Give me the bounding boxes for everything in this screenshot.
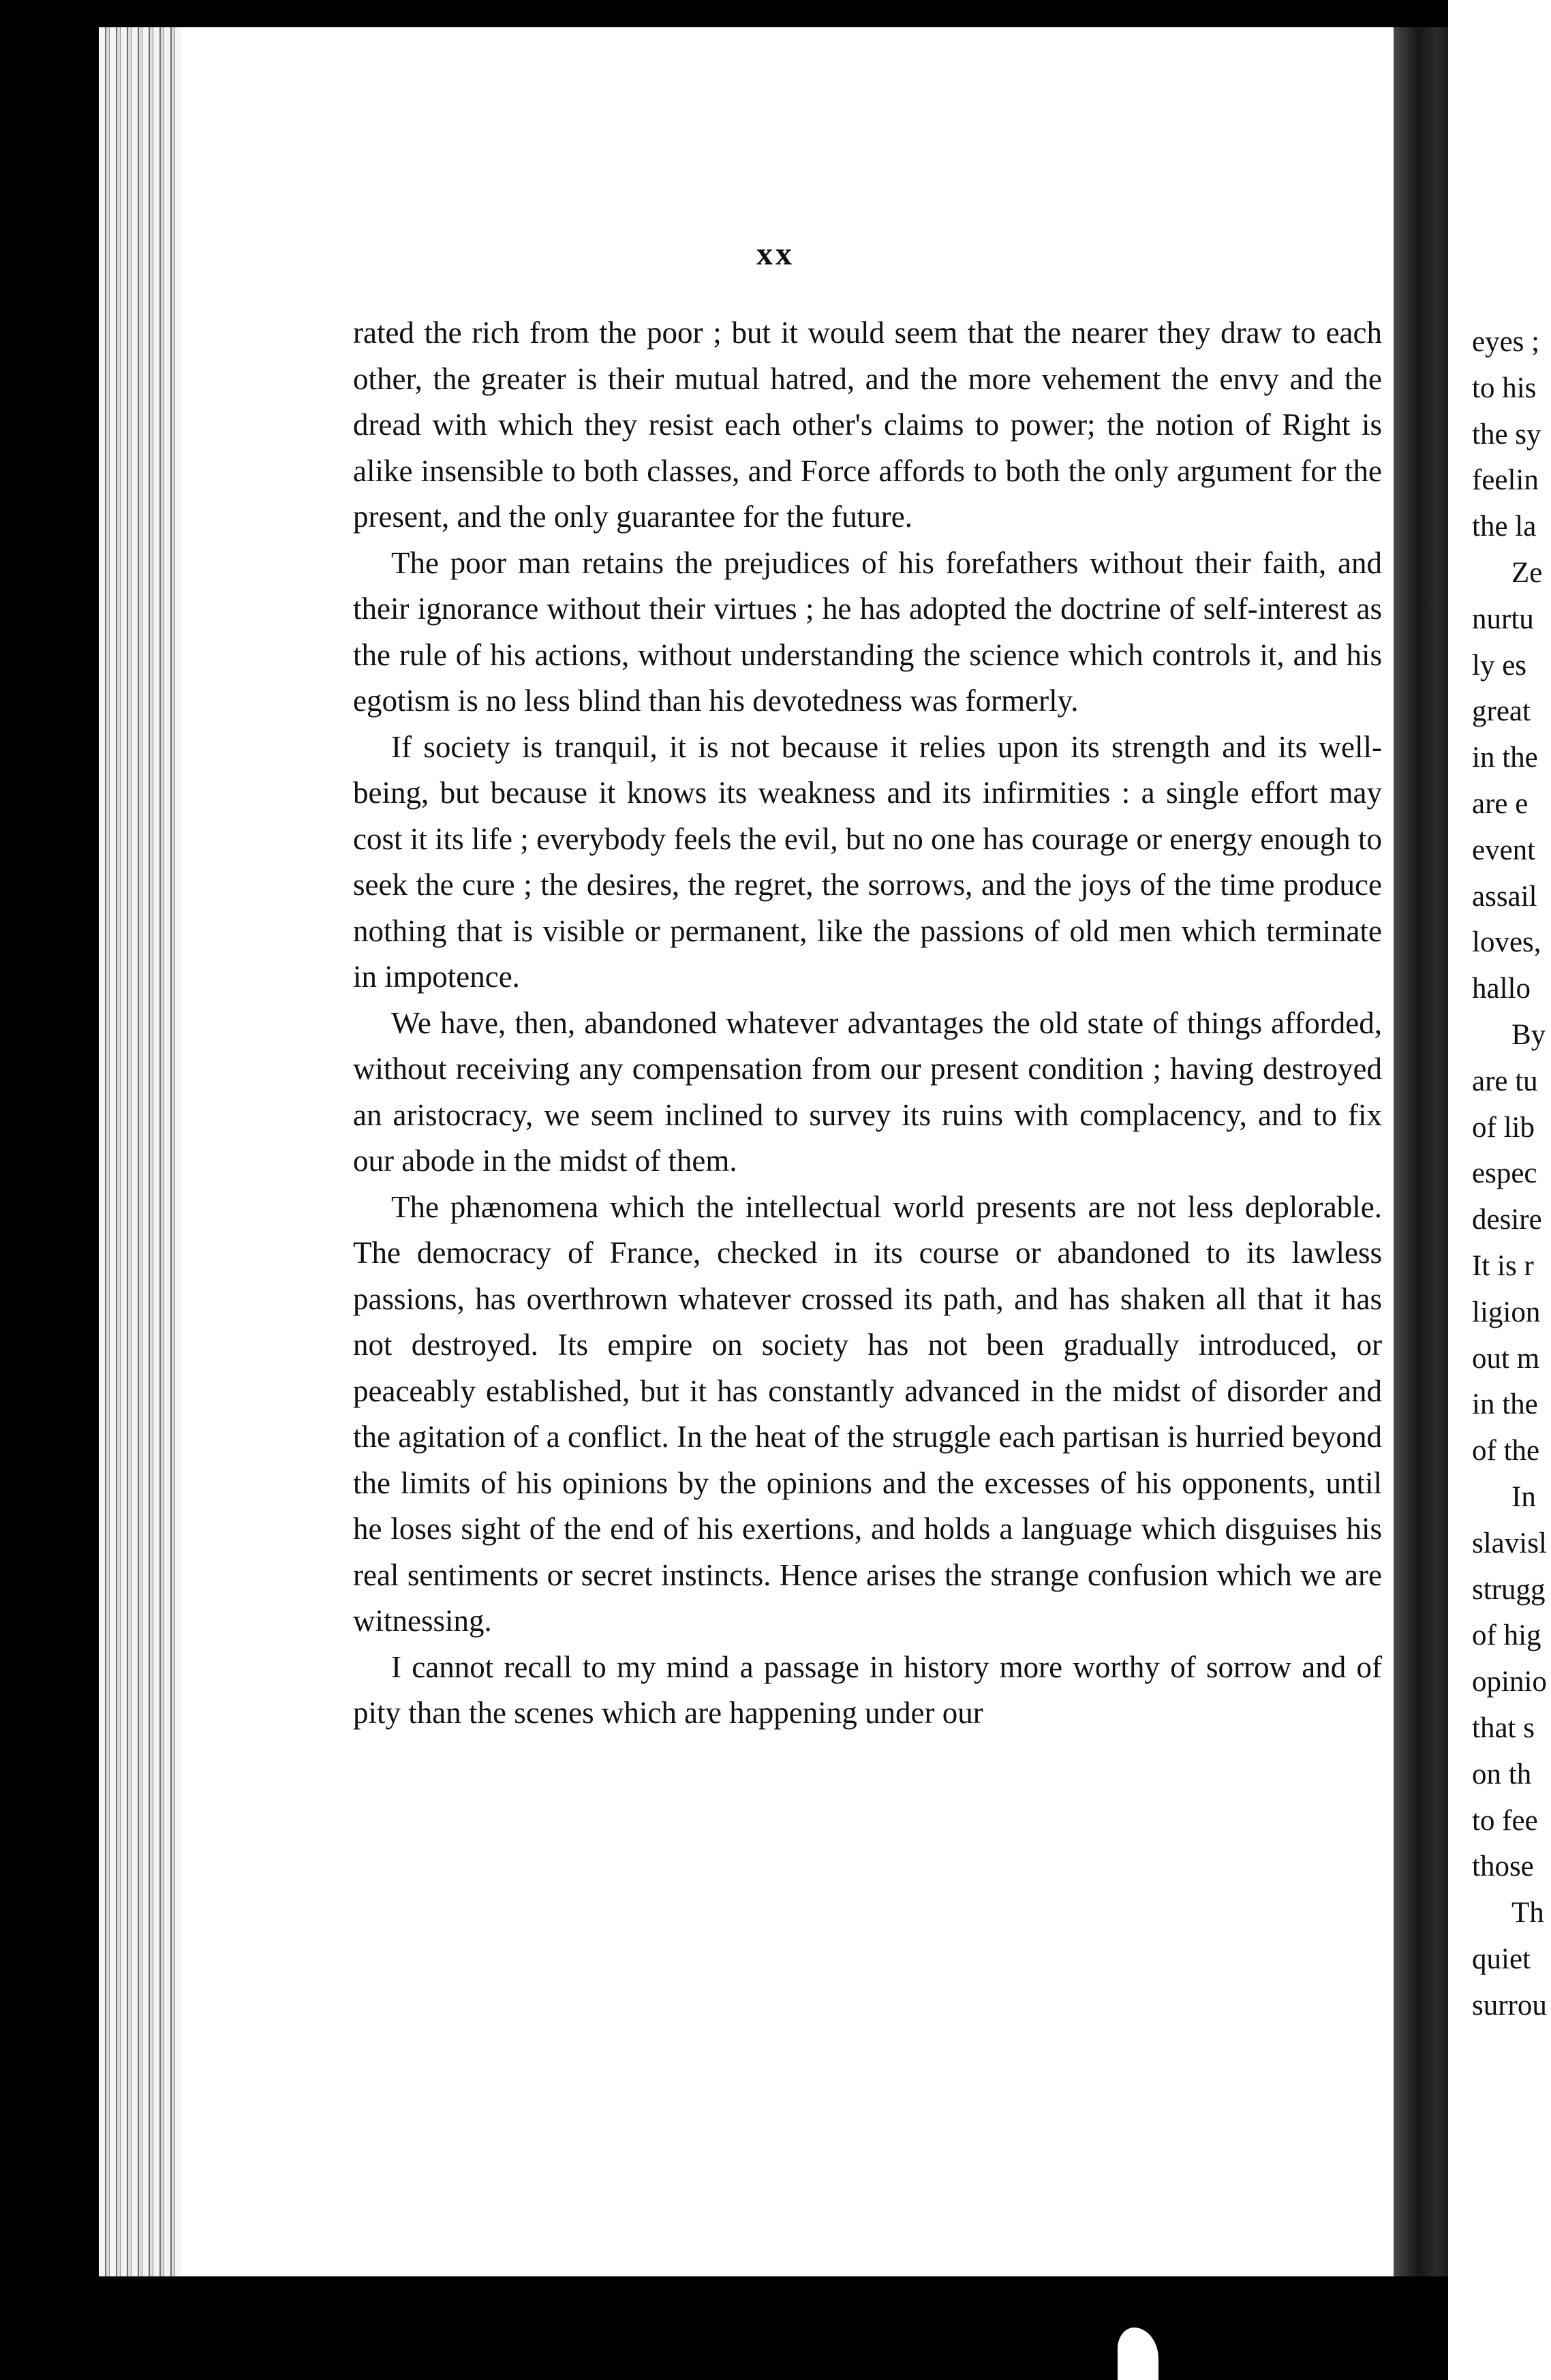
- facing-line: to fee: [1472, 1804, 1538, 1837]
- facing-line: those: [1472, 1850, 1534, 1883]
- facing-line: espec: [1472, 1157, 1537, 1190]
- facing-line: of the: [1472, 1435, 1540, 1467]
- facing-line: on th: [1472, 1758, 1532, 1790]
- paragraph: If society is tranquil, it is not because it relies upon its strength and its well-being, but because it knows its weakness and its infirmities : a single effort may cost it its life ; everybody feels the evil, but no one has courage or energy enough to seek the cure ; the desires, the regret, the sorrows, and the joys of the time produce nothing that is visible or permanent, like the passions of old men which terminate in impotence.: [353, 729, 1382, 994]
- facing-line: surrou: [1472, 1989, 1547, 2022]
- paragraph: I cannot recall to my mind a passage in history more worthy of sorrow and of pity than the scenes which are happening under our: [353, 1649, 1382, 1730]
- facing-line: the sy: [1472, 418, 1541, 451]
- facing-line: to his: [1472, 371, 1537, 404]
- facing-line: out m: [1472, 1342, 1540, 1375]
- facing-line: nurtu: [1472, 602, 1534, 635]
- facing-line: quiet: [1472, 1942, 1531, 1975]
- facing-line: that s: [1472, 1711, 1535, 1744]
- facing-line: desire: [1472, 1204, 1542, 1236]
- facing-line: ligion: [1472, 1296, 1541, 1328]
- facing-line: of lib: [1472, 1111, 1535, 1144]
- paragraph: The poor man retains the prejudices of his forefathers without their faith, and their ignorance without their virtues ; he has adopted the doctrine of self-interest as the rule of his actions, without understanding the science which controls it, and his egotism is no less blind than his devotedness was formerly.: [353, 545, 1382, 718]
- facing-line: great: [1472, 695, 1531, 728]
- facing-line: event: [1472, 834, 1536, 866]
- facing-line: the la: [1472, 510, 1537, 543]
- facing-line: strugg: [1472, 1573, 1546, 1606]
- page-body: [353, 310, 1382, 1737]
- facing-line: are e: [1472, 787, 1529, 820]
- facing-line: are tu: [1472, 1065, 1538, 1097]
- page-number: xx: [756, 236, 795, 272]
- facing-line: slavisl: [1472, 1527, 1547, 1559]
- paragraph: The phænomena which the intellectual world presents are not less deplorable. The democracy of France, checked in its course or abandoned to its lawless passions, has overthrown whatever crossed its path, and has shaken all that it has not destroyed. Its empire on society has not been gradually introduced, or peaceably established, but it has constantly advanced in the midst of disorder and the agitation of a conflict. In the heat of the struggle each partisan is hurried beyond the limits of his opinions by the opinions and the excesses of his opponents, until he loses sight of the end of his exertions, and holds a language which disguises his real sentiments or secret instincts. Hence arises the strange confusion which we are witnessing.: [353, 1189, 1382, 1638]
- facing-line: It is r: [1472, 1249, 1534, 1282]
- facing-line: assail: [1472, 880, 1537, 913]
- facing-line: in the: [1472, 742, 1538, 774]
- book-gutter: [1394, 27, 1455, 2276]
- facing-line: in the: [1472, 1388, 1538, 1421]
- facing-page-text: [1472, 319, 1551, 2028]
- facing-line: hallo: [1472, 973, 1531, 1005]
- facing-line: eyes ;: [1472, 326, 1540, 358]
- facing-line: Th: [1511, 1897, 1544, 1929]
- paper-tear-mark: [1118, 2328, 1158, 2380]
- book-page-edges: [99, 27, 194, 2276]
- facing-line: loves,: [1472, 926, 1541, 959]
- facing-line: opinio: [1472, 1666, 1547, 1698]
- facing-page: [1448, 0, 1551, 2380]
- facing-line: By: [1511, 1018, 1546, 1051]
- facing-line: of hig: [1472, 1619, 1541, 1652]
- facing-line: feelin: [1472, 464, 1539, 497]
- paragraph: rated the rich from the poor ; but it would seem that the nearer they draw to each other, the greater is their mutual hatred, and the more vehement the envy and the dread with which they resist each other's claims to power; the notion of Right is alike insensible to both classes, and Force affords to both the only argument for the present, and the only guarantee for the future.: [353, 316, 1382, 534]
- facing-line: ly es: [1472, 649, 1527, 682]
- facing-line: Ze: [1511, 556, 1543, 589]
- paragraph: We have, then, abandoned whatever advantages the old state of things afforded, without receiving any compensation from our present condition ; having destroyed an aristocracy, we seem inclined to survey its ruins with complacency, and to fix our abode in the midst of them.: [353, 1005, 1382, 1178]
- facing-line: In: [1511, 1480, 1536, 1513]
